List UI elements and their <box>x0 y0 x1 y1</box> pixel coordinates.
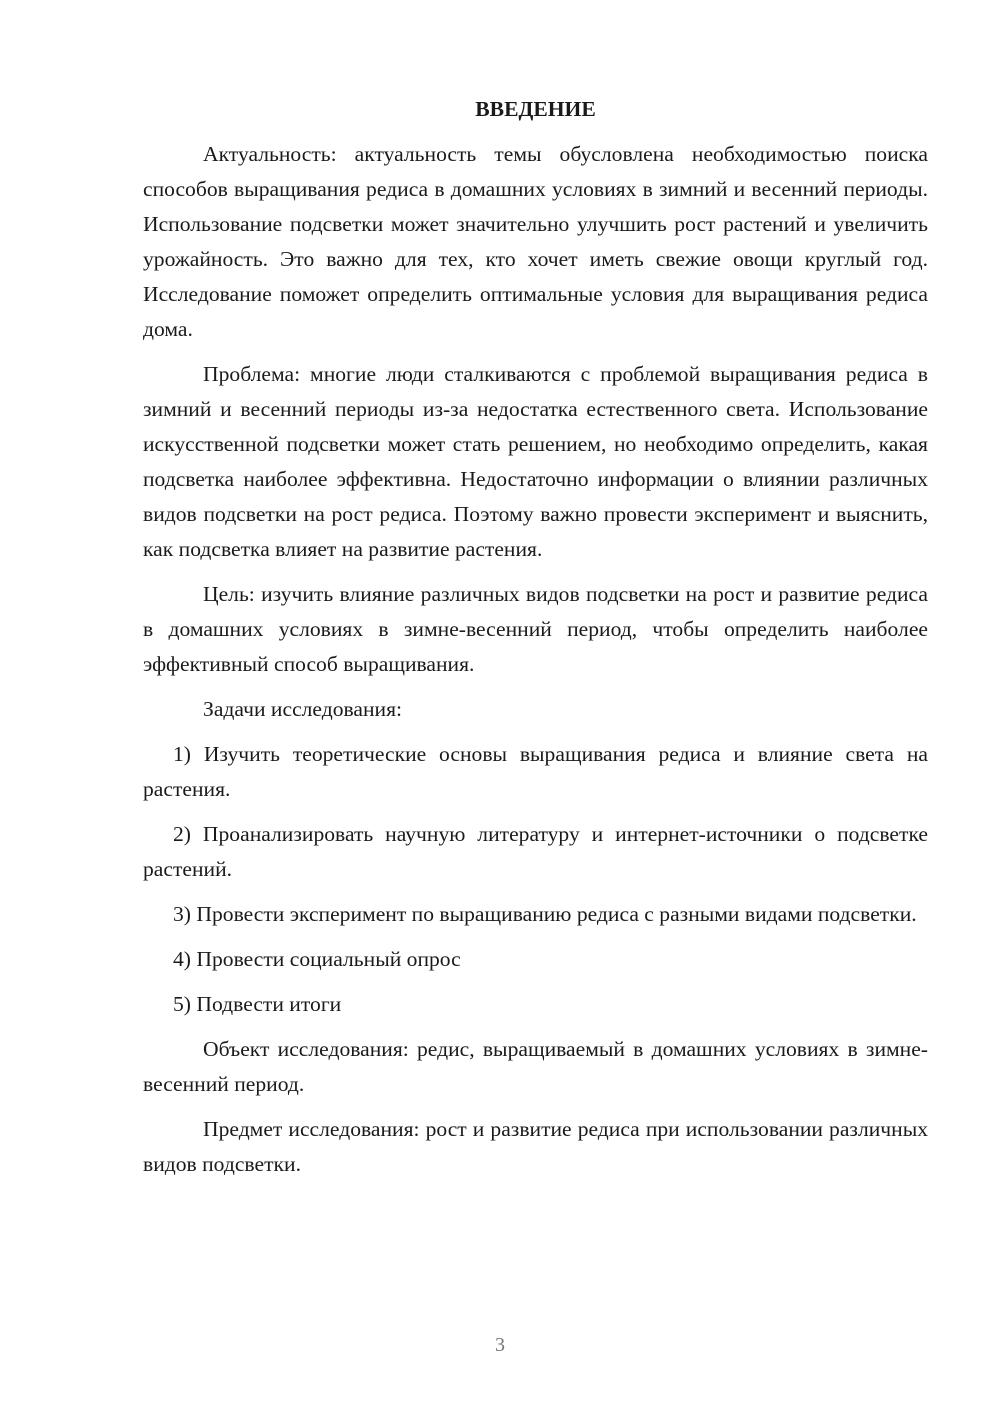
task-item-1: 1) Изучить теоретические основы выращивания редиса и влияние света на растения. <box>143 742 928 801</box>
task-item-2: 2) Проанализировать научную литературу и интернет-источники о подсветке растений. <box>143 822 928 881</box>
tasks-heading: Задачи исследования: <box>203 697 403 721</box>
relevance-paragraph: Актуальность: актуальность темы обусловлена необходимостью поиска способов выращивания редиса в домашних условиях в зимний и весенний периоды. Использование подсветки может значительно улучшить рост растений и увеличить урожайность. Это важно для тех, кто хочет иметь свежие овощи круглый год. Исследование поможет определить оптимальные условия для выращивания редиса дома. <box>143 142 928 341</box>
goal-paragraph: Цель: изучить влияние различных видов подсветки на рост и развитие редиса в домашних условиях в зимне-весенний период, чтобы определить наиболее эффективный способ выращивания. <box>143 582 928 676</box>
problem-paragraph: Проблема: многие люди сталкиваются с проблемой выращивания редиса в зимний и весенний периоды из-за недостатка естественного света. Использование искусственной подсветки может стать решением, но необходимо определить, какая подсветка наиболее эффективна. Недостаточно информации о влиянии различных видов подсветки на рост редиса. Поэтому важно провести эксперимент и выяснить, как подсветка влияет на развитие растения. <box>143 362 928 561</box>
task-item-3: 3) Провести эксперимент по выращиванию редиса с разными видами подсветки. <box>173 902 917 926</box>
task-item-5: 5) Подвести итоги <box>173 992 342 1016</box>
page-title: ВВЕДЕНИЕ <box>475 97 596 121</box>
page-number: 3 <box>495 1334 505 1356</box>
task-item-4: 4) Провести социальный опрос <box>173 947 461 971</box>
object-paragraph: Объект исследования: редис, выращиваемый в домашних условиях в зимне-весенний период. <box>143 1037 928 1096</box>
document-page <box>143 92 928 1192</box>
subject-paragraph: Предмет исследования: рост и развитие редиса при использовании различных видов подсветки. <box>143 1117 928 1176</box>
